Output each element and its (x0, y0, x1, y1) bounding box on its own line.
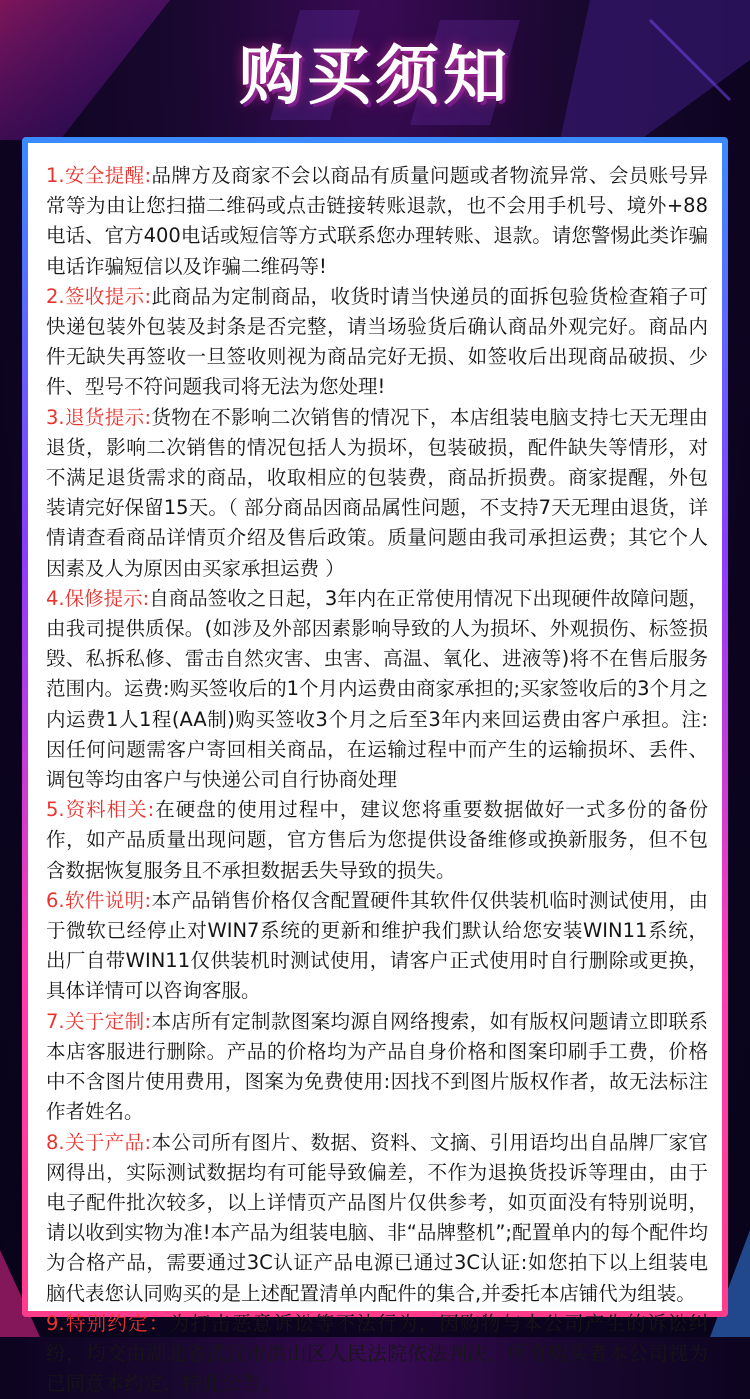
notice-software-label: 6.软件说明: (46, 888, 152, 912)
notice-warranty-label: 4.保修提示: (46, 586, 150, 610)
notice-custom-text: 本店所有定制款图案均源自网络搜索，如有版权问题请立即联系本店客服进行删除。产品的价格均为产品自身价格和图案印刷手工费，价格中不含图片使用费用，图案为免费使用:因找不到图片版权作者，故无法标注作者姓名。 (46, 1009, 708, 1124)
notice-receipt (46, 282, 708, 403)
notice-security (46, 161, 708, 282)
notice-data-label: 5.资料相关: (46, 798, 155, 822)
notice-return-text: 货物在不影响二次销售的情况下，本店组装电脑支持七天无理由退货，影响二次销售的情况包括人为损坏，包装破损，配件缺失等情形，对不满足退货需求的商品，收取相应的包装费，商品折损费。商家提醒，外包装请完好保留15天。（ 部分商品因商品属性问题，不支持7天无理由退货，详情请查看商品详情页介绍及售后政策。质量问题由我司承担运费；其它个人因素及人为原因由买家承担运费 ） (46, 405, 708, 580)
notice-receipt-text: 此商品为定制商品，收货时请当快递员的面拆包验货检查箱子可快递包装外包装及封条是否完整，请当场验货后确认商品外观完好。商品内件无缺失再签收一旦签收则视为商品完好无损、如签收后出现商品破损、少件、型号不符问题我司将无法为您处理! (46, 284, 708, 399)
notice-data (46, 795, 708, 886)
notice-warranty (46, 584, 708, 795)
notice-software (46, 886, 708, 1007)
notice-data-text: 在硬盘的使用过程中，建议您将重要数据做好一式多份的备份作，如产品质量出现问题，官方售后为您提供设备维修或换新服务，但不包含数据恢复服务且不承担数据丢失导致的损失。 (46, 798, 708, 882)
notice-custom (46, 1007, 708, 1128)
notice-product-text: 本公司所有图片、数据、资料、文摘、引用语均出自品牌厂家官网得出，实际测试数据均有可能导致偏差，不作为退换货投诉等理由，由于电子配件批次较多，以上详情页产品图片仅供参考，如页面没有特别说明，请以收到实物为准!本产品为组装电脑、非“品牌整机”;配置单内的每个配件均为合格产品，需要通过3C认证产品电源已通过3C认证:如您拍下以上组装电脑代表您认同购买的是上述配置清单内配件的集合,并委托本店铺代为组装。 (46, 1130, 708, 1305)
notice-agreement-label: 9.特别约定： (46, 1311, 170, 1335)
notice-product-label: 8.关于产品: (46, 1130, 152, 1154)
notice-frame (22, 137, 728, 1396)
notice-security-label: 1.安全提醒: (46, 164, 152, 187)
page-title: 购买须知 (239, 40, 511, 114)
notice-product (46, 1128, 708, 1309)
notice-agreement (46, 1309, 708, 1399)
notice-warranty-text: 自商品签收之日起，3年内在正常使用情况下出现硬件故障问题，由我司提供质保。(如涉及外部因素影响导致的人为损坏、外观损伤、标签损毁、私拆私修、雷击自然灾害、虫害、高温、氧化、进液等)将不在售后服务范围内。运费:购买签收后的1个月内运费由商家承担的;买家签收后的3个月之内运费1人1程(AA制)购买签收3个月之后至3年内来回运费由客户承担。注:因任何问题需客户寄回相关商品，在运输过程中而产生的运输损坏、丢件、调包等均由客户与快递公司自行协商处理 (46, 586, 708, 792)
notice-receipt-label: 2.签收提示: (46, 284, 152, 308)
notice-return (46, 403, 708, 584)
notice-software-text: 本产品销售价格仅含配置硬件其软件仅供装机临时测试使用，由于微软已经停止对WIN7系统的更新和维护我们默认给您安装WIN11系统，出厂自带WIN11仅供装机时测试使用，请客户正式使用时自行删除或更换，具体详情可以咨询客服。 (46, 888, 708, 1003)
notice-custom-label: 7.关于定制: (46, 1009, 152, 1033)
notice-panel (28, 143, 722, 1396)
notice-agreement-text: 为打击恶意诉讼等不法行为，因购物与本公司产生的诉讼纠纷，均交由湖北省武汉市洪山区人民法院依法判决，所有购买者本公司视为已同意本约定，特此公告。 (46, 1311, 708, 1396)
notice-security-text: 品牌方及商家不会以商品有质量问题或者物流异常、会员账号异常等为由让您扫描二维码或点击链接转账退款，也不会用手机号、境外+88电话、官方400电话或短信等方式联系您办理转账、退款。请您警惕此类诈骗电话诈骗短信以及诈骗二维码等! (46, 164, 708, 278)
notice-return-label: 3.退货提示: (46, 405, 152, 429)
